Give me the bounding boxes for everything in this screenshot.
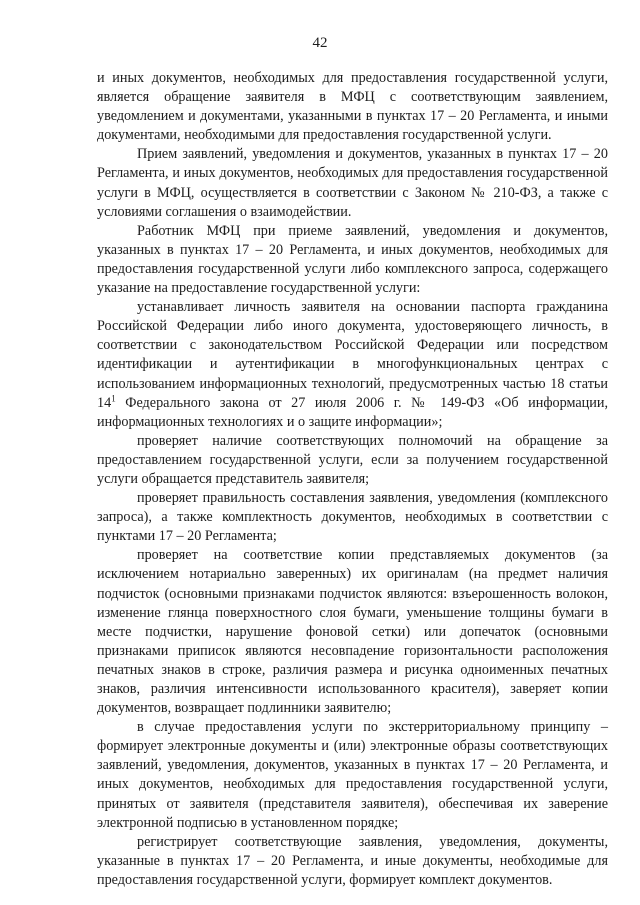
paragraph-identity-verification <box>97 298 608 432</box>
paragraph-reception-procedure: Прием заявлений, уведомления и документов, указанных в пунктах 17 – 20 Регламента, и иных документов, необходимых для предоставления государственной услуги в МФЦ, осуществляется в соответствии с Законом № 210-ФЗ, а также с условиями соглашения о взаимодействии. <box>97 146 608 220</box>
paragraph-continuation: и иных документов, необходимых для предоставления государственной услуги, является обращение заявителя в МФЦ с соответствующим заявлением, уведомлением и документами, указанными в пунктах 17 – 20 Регламента, и иными документами, необходимыми для предоставления государственной услуги. <box>97 70 608 144</box>
superscript-footnote: 1 <box>111 392 116 403</box>
identity-verification-text-end: Федерального закона от 27 июля 2006 г. № 149-ФЗ «Об информации, информационных технологиях и о защите информации»; <box>97 394 608 430</box>
paragraph-correctness-check: проверяет правильность составления заявления, уведомления (комплексного запроса), а также комплектность документов, необходимых в соответствии с пунктами 17 – 20 Регламента; <box>97 490 608 545</box>
paragraph-copies-check: проверяет на соответствие копии представляемых документов (за исключением нотариально заверенных) их оригиналам (на предмет наличия подчисток (основными признаками подчисток являются: взъерошенность волокон, изменение глянца поверхностного слоя бумаги, уменьшение толщины бумаги в месте подчистки, нарушение фоновой сетки) или допечаток (основными признаками приписок являются несовпадение горизонтальности расположения печатных знаков в строке, различия размера и рисунка одноименных печатных знаков, различия интенсивности использованного красителя), заверяет копии документов, возвращает подлинники заявителю; <box>97 547 608 717</box>
page-number: 42 <box>312 35 328 51</box>
paragraph-registration: регистрирует соответствующие заявления, уведомления, документы, указанные в пунктах 17 – 20 Регламента, и иные документы, необходимые для предоставления государственной услуги, формирует комплект документов. <box>97 833 608 888</box>
paragraph-authority-check: проверяет наличие соответствующих полномочий на обращение за предоставлением государственной услуги, если за получением государственной услуги обращается представитель заявителя; <box>97 432 608 487</box>
paragraph-mfc-worker-duties: Работник МФЦ при приеме заявлений, уведомления и документов, указанных в пунктах 17 – 20 Регламента, и иных документов, необходимых для предоставления государственной услуги либо комплексного запроса, содержащего указание на предоставление государственной услуги: <box>97 222 608 297</box>
identity-verification-text: устанавливает личность заявителя на основании паспорта гражданина Российской Федерации либо иного документа, удостоверяющего личность, в соответствии с законодательством Российской Федерации или посредством идентификации и аутентификации в многофункциональных центрах с использованием информационных технологий, предусмотренных частью 18 статьи 14 <box>97 299 608 411</box>
page-body <box>97 69 608 890</box>
paragraph-extraterritorial: в случае предоставления услуги по экстерриториальному принципу – формирует электронные документы и (или) электронные образы соответствующих заявлений, уведомления, документов, указанных в пунктах 17 – 20 Регламента, и иных документов, необходимых для предоставления государственной услуги, принятых от заявителя (представителя заявителя), обеспечивая их заверение электронной подписью в установленном порядке; <box>97 719 608 831</box>
